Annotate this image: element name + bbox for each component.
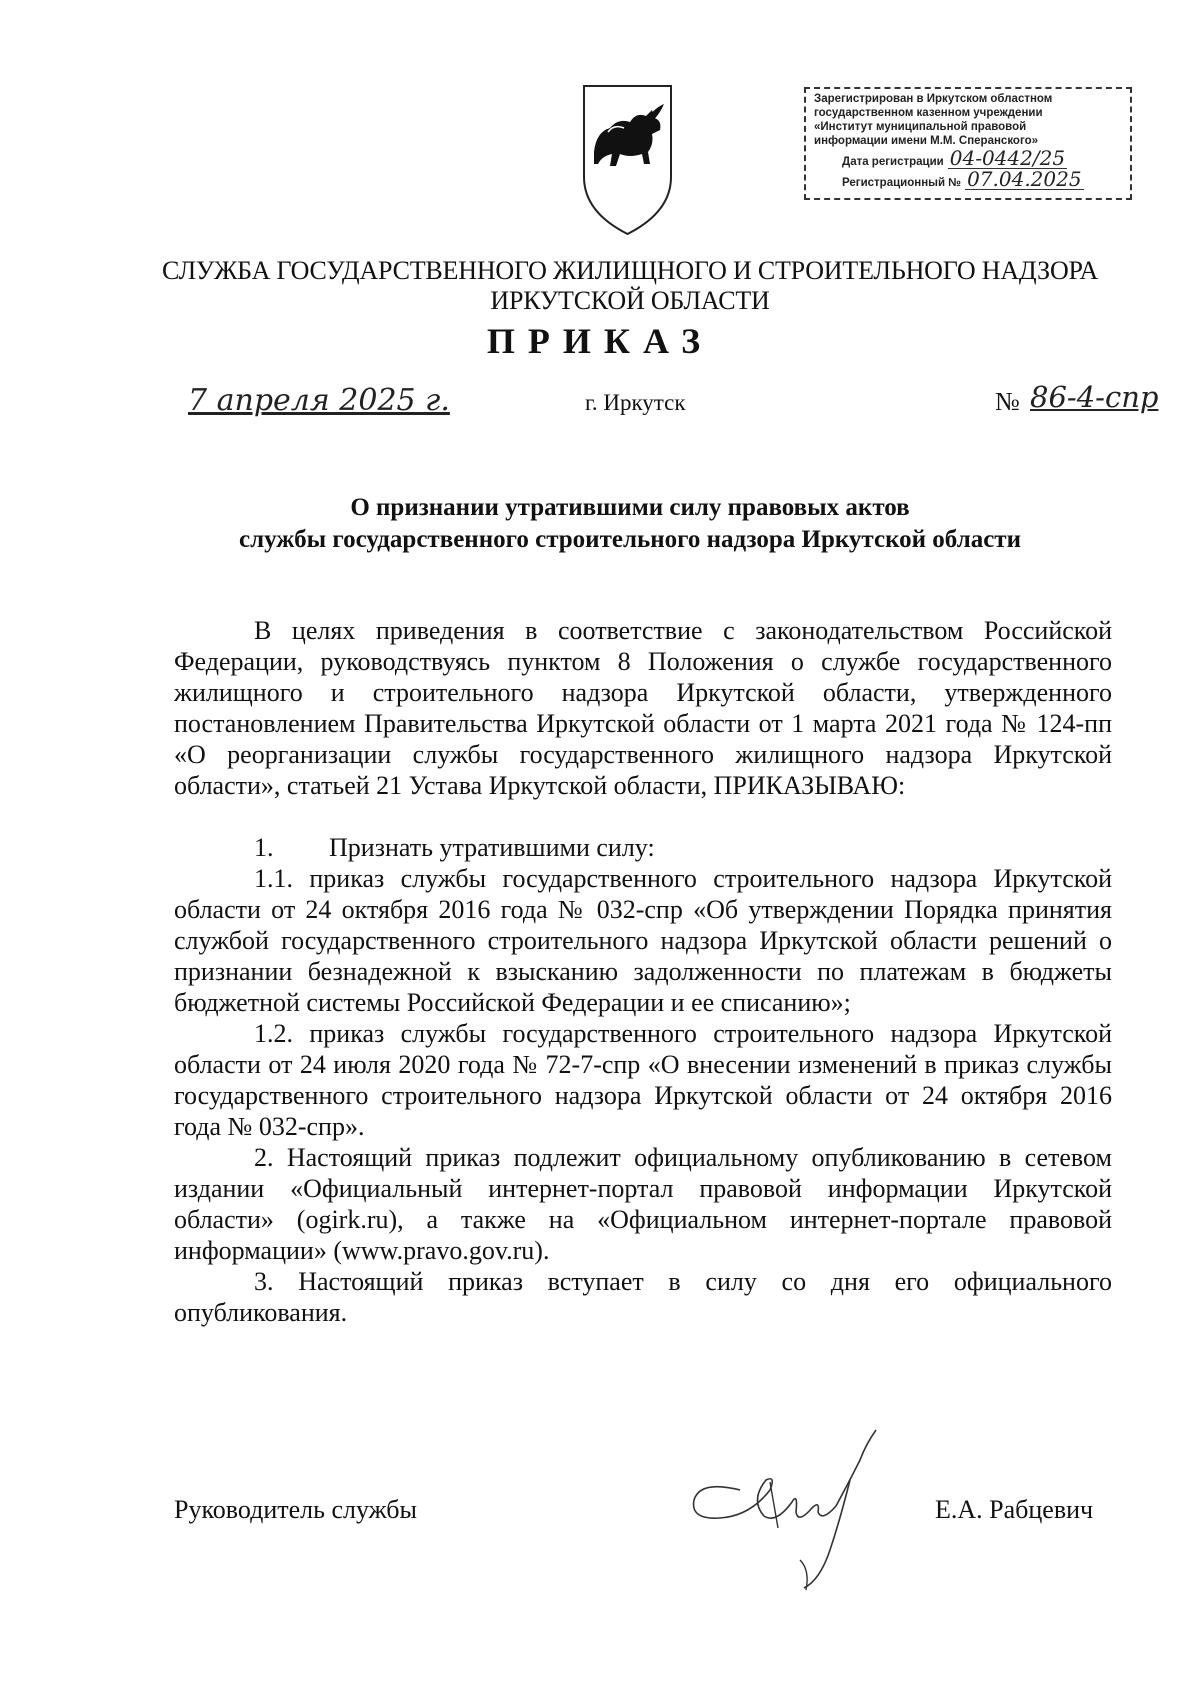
- item-1-1: 1.1. приказ службы государственного строительного надзора Иркутской области от 24 октября 2016 года № 032-спр «Об утверждении Порядка принятия службой государственного строительного надзора Иркутской области решений о признании безнадежной к взысканию задолженности по платежам в бюджеты бюджетной системы Российской Федерации и ее списанию»;: [174, 864, 1112, 1017]
- document-body: [174, 615, 1112, 1328]
- item-1-number: 1.: [254, 833, 274, 862]
- stamp-date-row: [842, 148, 1124, 169]
- preamble-paragraph: В целях приведения в соответствие с законодательством Российской Федерации, руководствуясь пунктом 8 Положения о службе государственного жилищного и строительного надзора Иркутской области, утвержденного постановлением Правительства Иркутской области от 1 марта 2021 года № 124-пп «О реорганизации службы государственного жилищного надзора Иркутской области», статьей 21 Устава Иркутской области, ПРИКАЗЫВАЮ:: [174, 616, 1112, 800]
- handwritten-signature: [680, 1420, 915, 1595]
- item-3: 3. Настоящий приказ вступает в силу со дня его официального опубликования.: [174, 1267, 1112, 1327]
- stamp-line: информации имени М.М. Сперанского»: [814, 135, 1039, 147]
- agency-name: [150, 256, 1110, 316]
- handwritten-date: 7 апреля 2025 г.: [188, 383, 450, 418]
- stamp-number-row: [842, 169, 1124, 190]
- city: г. Иркутск: [585, 390, 686, 415]
- item-2: 2. Настоящий приказ подлежит официальному опубликованию в сетевом издании «Официальный интернет-портал правовой информации Иркутской области» (ogirk.ru), а также на «Официальном интернет-портале правовой информации» (www.pravo.gov.ru).: [174, 1143, 1112, 1265]
- stamp-number-value: 07.04.2025: [967, 167, 1082, 191]
- stamp-date-label: Дата регистрации: [842, 156, 944, 168]
- stamp-number-label: Регистрационный №: [842, 177, 962, 189]
- stamp-date-value: 04-0442/25: [949, 146, 1066, 170]
- signatory-name: Е.А. Рабцевич: [935, 1495, 1094, 1524]
- item-1-text: Признать утратившими силу:: [329, 833, 655, 862]
- document-type-heading: ПРИКАЗ: [486, 321, 714, 361]
- stamp-line: «Институт муниципальной правовой: [814, 121, 1027, 133]
- handwritten-number: 86-4-спр: [1030, 380, 1159, 414]
- stamp-line: государственном казенном учреждении: [814, 107, 1043, 119]
- number-label: №: [995, 387, 1020, 416]
- title-line-1: О признании утратившими силу правовых актов: [350, 494, 910, 521]
- stamp-line: Зарегистрирован в Иркутском областном: [814, 93, 1053, 105]
- registration-stamp: [804, 87, 1132, 200]
- document-title: [150, 492, 1110, 556]
- agency-line-2: ИРКУТСКОЙ ОБЛАСТИ: [490, 286, 770, 315]
- agency-line-1: СЛУЖБА ГОСУДАРСТВЕННОГО ЖИЛИЩНОГО И СТРОИТЕЛЬНОГО НАДЗОРА: [161, 256, 1099, 285]
- item-1-2: 1.2. приказ службы государственного строительного надзора Иркутской области от 24 июля 2020 года № 72-7-спр «О внесении изменений в приказ службы государственного строительного надзора Иркутской области от 24 октября 2016 года № 032-спр».: [174, 1019, 1112, 1141]
- title-line-2: службы государственного строительного надзора Иркутской области: [239, 526, 1021, 553]
- item-1: [174, 832, 1112, 863]
- irkutsk-coat-of-arms-icon: [580, 82, 675, 237]
- signatory-position: Руководитель службы: [174, 1495, 417, 1524]
